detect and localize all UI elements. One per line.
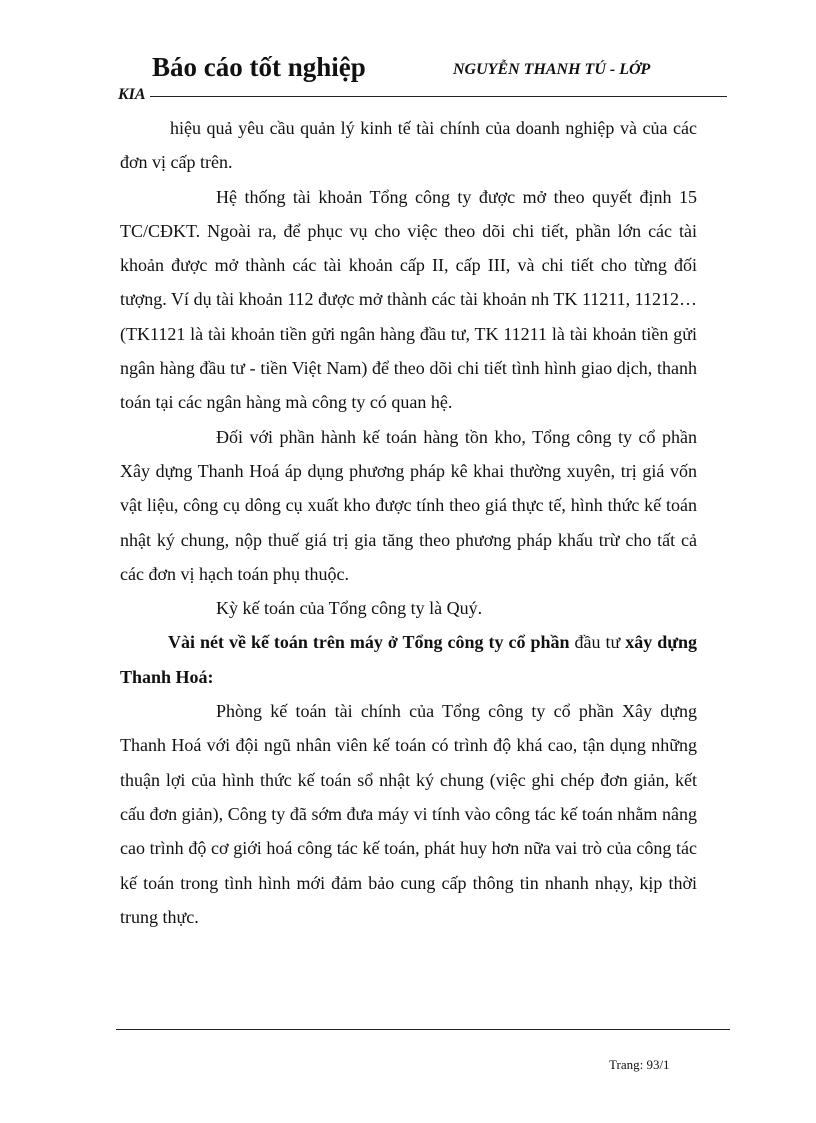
section-heading [120,625,697,694]
footer-divider [116,1029,730,1030]
class-suffix: KIA [118,86,146,103]
page-number: Trang: 93/1 [609,1057,670,1072]
paragraph-accounting-period: Kỳ kế toán của Tổng công ty là Quý. [216,598,483,619]
section-heading-part-1: Vài nét về kế toán trên máy ở Tổng công ty cổ phần [168,632,570,653]
section-heading-part-2: đầu tư [569,632,626,653]
paragraph-computer-accounting: Phòng kế toán tài chính của Tổng công ty cổ phần Xây dựng Thanh Hoá với đội ngũ nhân viên kế toán có trình độ khá cao, tận dụng những thuận lợi của hình thức kế toán sổ nhật ký chung (việc ghi chép đơn giản, kết cấu đơn giản), Công ty đã sớm đưa máy vi tính vào công tác kế toán nhằm nâng cao trình độ cơ giới hoá công tác kế toán, phát huy hơn nữa vai trò của công tác kế toán trong tình hình mới đảm bảo cung cấp thông tin nhanh nhạy, kịp thời trung thực. [120,701,697,927]
paragraph-account-system: Hệ thống tài khoản Tổng công ty được mở theo quyết định 15 TC/CĐKT. Ngoài ra, để phục vụ cho việc theo dõi chi tiết, phần lớn các tài khoản được mở thành các tài khoản cấp II, cấp III, và chi tiết cho từng đối tượng. Ví dụ tài khoản 112 được mở thành các tài khoản nh TK 11211, 11212… (TK1121 là tài khoản tiền gửi ngân hàng đầu tư, TK 11211 là tài khoản tiền gửi ngân hàng đầu tư - tiền Việt Nam) để theo dõi chi tiết tình hình giao dịch, thanh toán tại các ngân hàng mà công ty có quan hệ. [120,186,697,413]
header-divider [150,96,727,97]
author-name: NGUYỄN THANH TÚ - LỚP [453,61,651,78]
paragraph-continuation: hiệu quả yêu cầu quản lý kinh tế tài chính của doanh nghiệp và của các đơn vị cấp trên. [120,118,697,173]
document-body [120,111,697,934]
section-heading-part-3: xây dựng Thanh Hoá: [120,632,698,687]
paragraph-inventory-accounting: Đối với phần hành kế toán hàng tồn kho, Tổng công ty cổ phần Xây dựng Thanh Hoá áp dụng phương pháp kê khai thường xuyên, trị giá vốn vật liệu, công cụ dông cụ xuất kho được tính theo giá thực tế, hình thức kế toán nhật ký chung, nộp thuế giá trị gia tăng theo phương pháp khấu trừ cho tất cả các đơn vị hạch toán phụ thuộc. [120,426,697,584]
report-title: Báo cáo tốt nghiệp [152,52,366,82]
